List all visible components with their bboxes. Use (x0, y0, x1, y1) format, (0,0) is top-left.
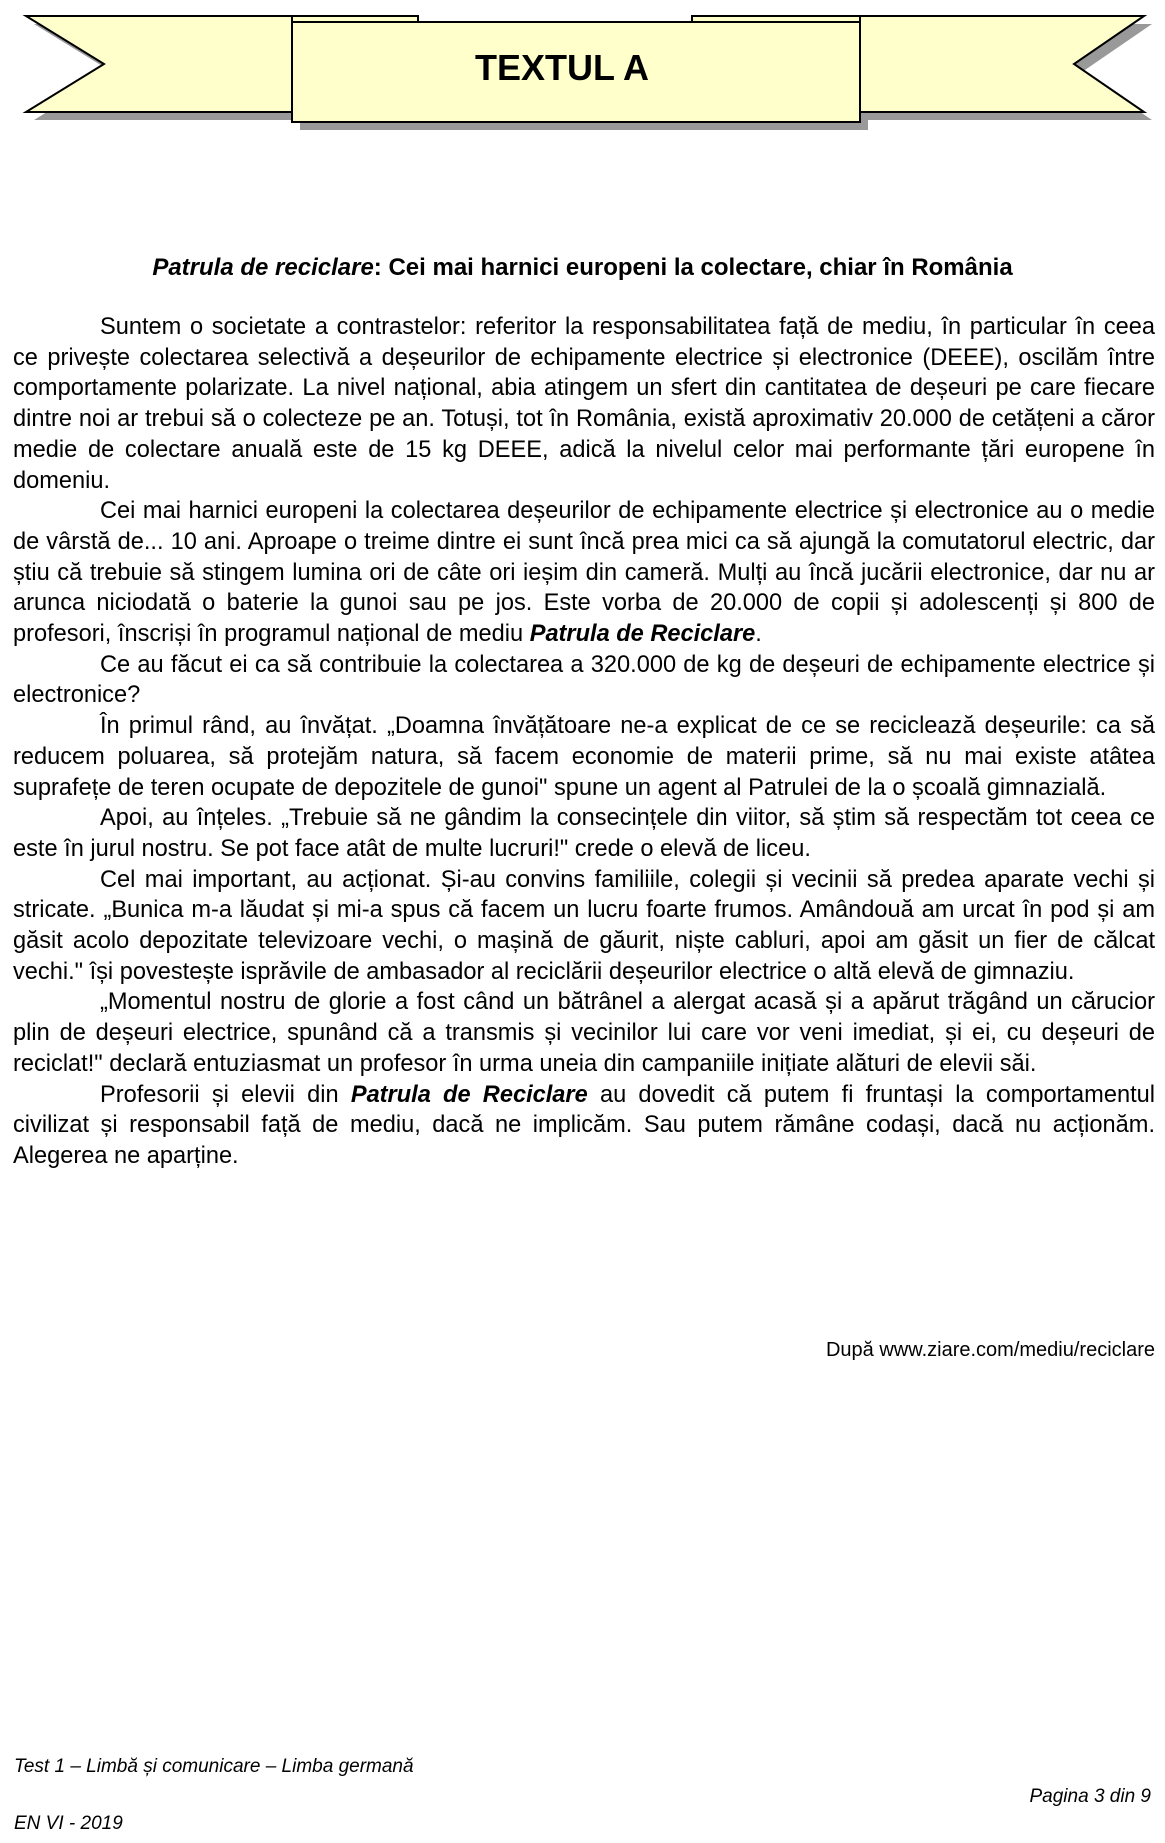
paragraph-7: „Momentul nostru de glorie a fost când un bătrânel a alergat acasă și a apărut trăgând un cărucior plin de deșeuri electrice, spunând că a transmis și vecinilor lui care vor veni imediat, și ei, cu deșeuri de reciclat!" declară entuziasmat un profesor în urma uneia din campaniile inițiate alături de elevii săi. (13, 989, 1155, 1077)
footer-year-line: EN VI - 2019 (14, 1813, 123, 1834)
paragraph-3: Ce au făcut ei ca să contribuie la colectarea a 320.000 de kg de deșeuri de echipamente electrice și electronice? (13, 651, 1155, 709)
paragraph-2-end: . (755, 621, 762, 648)
paragraph-2 (13, 496, 1155, 650)
paragraph-8-end: au dovedit că putem fi fruntași la comportamentul civilizat și responsabil față de mediu, dacă ne implicăm. Sau putem rămâne codași, dacă nu acționăm. Alegerea ne aparține. (13, 1081, 1155, 1169)
article-body (13, 312, 1155, 1172)
footer-page-number: Pagina 3 din 9 (1029, 1786, 1151, 1807)
article-title-program-name: Patrula de reciclare (152, 254, 374, 281)
paragraph-2-text: Cei mai harnici europeni la colectarea deșeurilor de echipamente electrice și electronice au o medie de vârstă de... 10 ani. Aproape o treime dintre ei sunt încă prea mici ca să ajungă la comutatorul electric, dar știu că trebuie să stingem lumina ori de câte ori ieșim din cameră. Mulți au încă jucării electronice, dar nu ar arunca niciodată o baterie la gunoi sau pe jos. Este vorba de 20.000 de copii și adolescenți și 800 de profesori, înscriși în programul național de mediu (13, 498, 1155, 648)
paragraph-8 (13, 1080, 1155, 1172)
paragraph-5: Apoi, au înțeles. „Trebuie să ne gândim la consecințele din viitor, să știm să respectăm tot ceea ce este în jurul nostru. Se pot face atât de multe lucruri!" crede o elevă de liceu. (13, 805, 1155, 862)
banner-title: TEXTUL A (475, 47, 650, 88)
article-title (0, 252, 1165, 284)
paragraph-6: Cel mai important, au acționat. Și-au convins familiile, colegii și vecinii să predea aparate vechi și stricate. „Bunica m-a lăudat și mi-a spus că facem un lucru foarte frumos. Amândouă am urcat în pod și am găsit acolo depozitate televizoare vechi, o mașină de găurit, niște cabluri, apoi am găsit un fier de călcat vechi." își povestește isprăvile de ambasador al reciclării deșeurilor electrice o altă elevă de gimnaziu. (13, 866, 1155, 985)
source-note: După www.ziare.com/mediu/reciclare (825, 1339, 1155, 1361)
footer-test-line: Test 1 – Limbă și comunicare – Limba germană (14, 1756, 414, 1777)
paragraph-8-text: Profesorii și elevii din (100, 1081, 351, 1108)
paragraph-8-program-name: Patrula de Reciclare (350, 1081, 588, 1108)
paragraph-4: În primul rând, au învățat. „Doamna învățătoare ne-a explicat de ce se reciclează deșeurile: ca să reducem poluarea, să protejăm natura, să facem economie de materii prime, să nu mai existe atâtea suprafețe de teren ocupate de depozitele de gunoi" spune un agent al Patrulei de la o școală gimnazială. (13, 713, 1155, 801)
paragraph-2-program-name: Patrula de Reciclare (529, 621, 756, 648)
paragraph-1: Suntem o societate a contrastelor: referitor la responsabilitatea față de mediu, în particular în ceea ce privește colectarea selectivă a deșeurilor de echipamente electrice și electronice (DEEE), oscilăm între comportamente polarizate. La nivel național, abia atingem un sfert din cantitatea de deșeuri pe care fiecare dintre noi ar trebui să o colecteze pe an. Totuși, tot în România, există aproximativ 20.000 de cetățeni a căror medie de colectare anuală este de 15 kg DEEE, adică la nivelul celor mai performante țări europene în domeniu. (13, 314, 1155, 494)
article-title-rest: : Cei mai harnici europeni la colectare, chiar în România (373, 254, 1013, 281)
